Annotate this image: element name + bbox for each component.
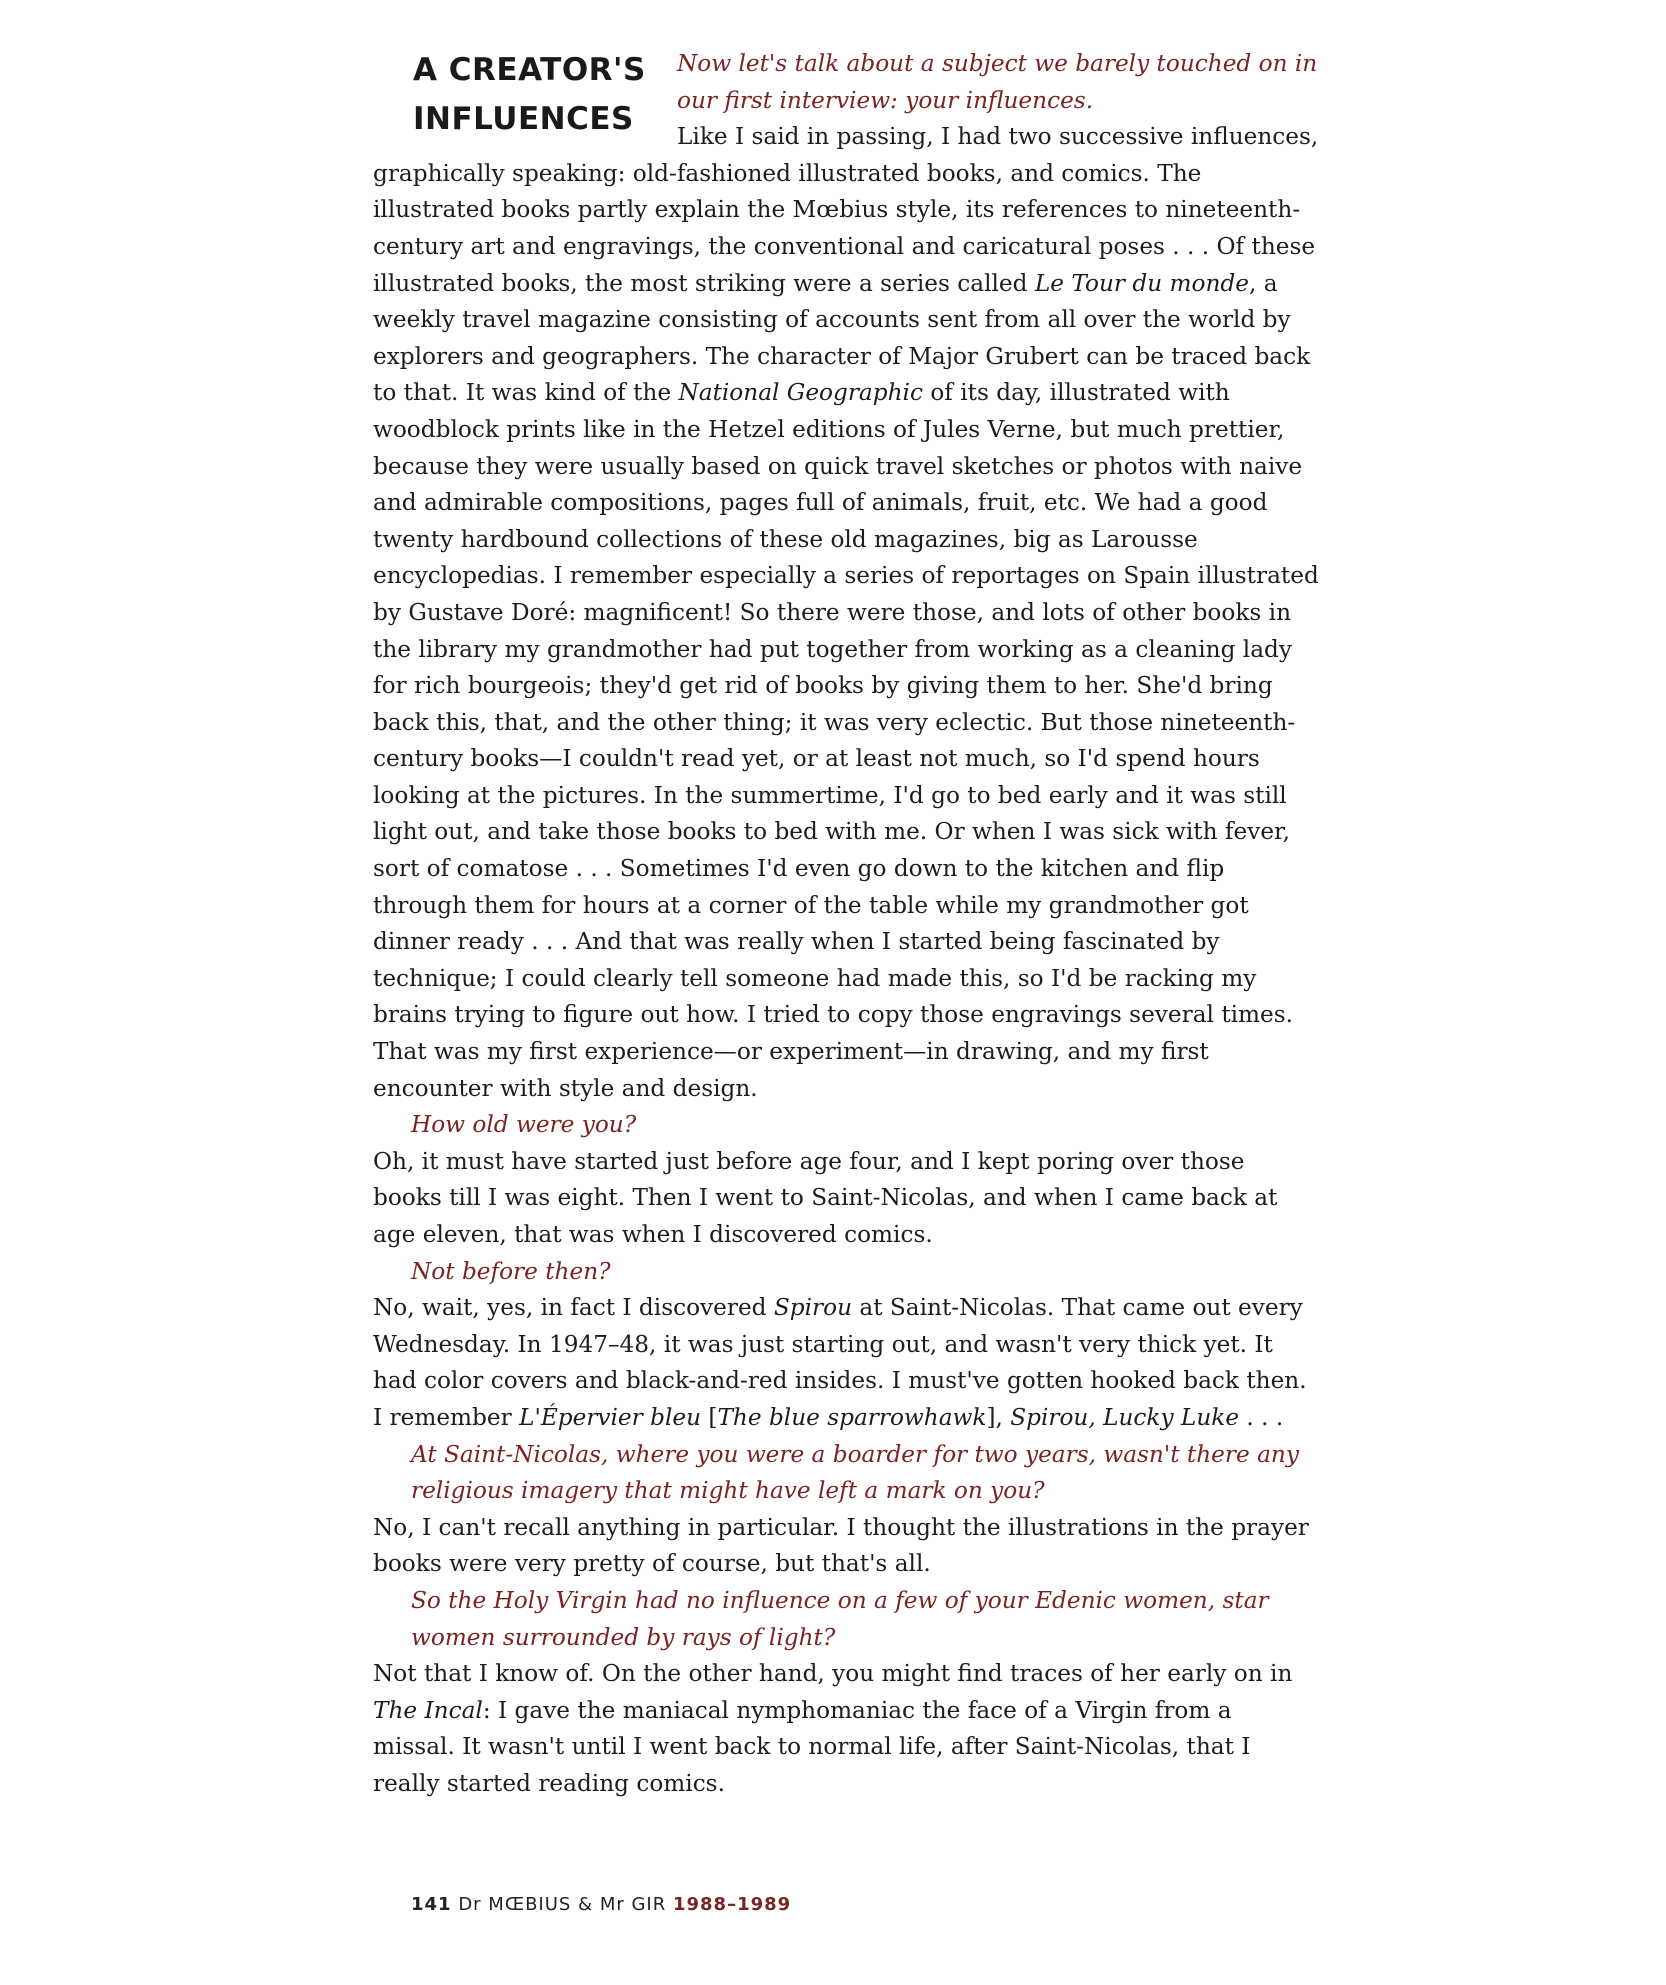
text-run: Oh, it must have started just before age four, and I kept poring over those books till I was eight. Then I went to Saint-Nicolas, and when I came back at age eleven, that was when I discovered comics.: [373, 1147, 1278, 1248]
italic-title: National Geographic: [678, 379, 923, 407]
text-run: How old were you?: [411, 1111, 637, 1139]
text-run: . . .: [1239, 1403, 1284, 1431]
text-run: at Saint-Nicolas. That came out every Wednesday. In 1947–48, it was just starting out, and wasn't very thick yet. It had color covers and black-and-red insides. I must've gotten hooked back then. I remember: [373, 1294, 1307, 1431]
footer-years: 1988–1989: [672, 1894, 792, 1915]
interviewee-answer: [373, 1290, 1319, 1436]
text-run: ],: [986, 1403, 1011, 1431]
italic-title: L'Épervier bleu: [519, 1403, 702, 1431]
interviewee-answer: [373, 1510, 1319, 1583]
italic-title: Spirou, Lucky Luke: [1010, 1403, 1240, 1431]
book-title: Dr MŒBIUS & Mr GIR: [458, 1894, 667, 1915]
text-run: No, I can't recall anything in particular. I thought the illustrations in the prayer books were very pretty of course, but that's all.: [373, 1513, 1309, 1578]
section-heading: [413, 46, 663, 144]
page-footer: [411, 1894, 791, 1915]
italic-title: The blue sparrowhawk: [717, 1403, 987, 1431]
heading-line-2: INFLUENCES: [413, 101, 634, 137]
text-run: So the Holy Virgin had no influence on a few of your Edenic women, star women surrounded by rays of light?: [411, 1586, 1269, 1651]
interview-body: [373, 46, 1319, 1803]
interviewer-question: [373, 1107, 1319, 1144]
text-run: Not that I know of. On the other hand, you might find traces of her early on in: [373, 1660, 1293, 1688]
interviewee-answer: [373, 119, 1319, 1107]
text-run: Not before then?: [411, 1257, 611, 1285]
page-number: 141: [411, 1894, 452, 1915]
interviewee-answer: [373, 1656, 1319, 1802]
text-run: Like I said in passing, I had two successive influences, graphically speaking: old-fashioned illustrated books, and comics. The illustrated books partly explain the Mœbius style, its references to nineteenth-century art and engravings, the conventional and caricatural poses . . . Of these illustrated books, the most striking were a series called: [373, 123, 1319, 297]
text-run: Now let's talk about a subject we barely touched on in our first interview: your influences.: [677, 50, 1318, 114]
interviewer-question: [373, 1437, 1319, 1510]
article: [373, 46, 1319, 1803]
interviewer-question: [373, 1583, 1319, 1656]
interviewer-question: [373, 1254, 1319, 1291]
italic-title: The Incal: [373, 1696, 483, 1724]
text-run: of its day, illustrated with woodblock prints like in the Hetzel editions of Jules Verne, but much prettier, because they were usually based on quick travel sketches or photos with naive and admirable compositions, pages full of animals, fruit, etc. We had a good twenty hardbound collections of these old magazines, big as Larousse encyclopedias. I remember especially a series of reportages on Spain illustrated by Gustave Doré: magnificent! So there were those, and lots of other books in the library my grandmother had put together from working as a cleaning lady for rich bourgeois; they'd get rid of books by giving them to her. She'd bring back this, that, and the other thing; it was very eclectic. But those nineteenth-century books—I couldn't read yet, or at least not much, so I'd spend hours looking at the pictures. In the summertime, I'd go to bed early and it was still light out, and take those books to bed with me. Or when I was sick with fever, sort of comatose . . . Sometimes I'd even go down to the kitchen and flip through them for hours at a corner of the table while my grandmother got dinner ready . . . And that was really when I started being fascinated by technique; I could clearly tell someone had made this, so I'd be racking my brains trying to figure out how. I tried to copy those engravings several times. That was my first experience—or experiment—in drawing, and my first encounter with style and design.: [373, 379, 1319, 1102]
text-run: , a weekly travel magazine consisting of accounts sent from all over the world by explorers and geographers. The character of Major Grubert can be traced back to that. It was kind of the: [373, 269, 1311, 407]
text-run: No, wait, yes, in fact I discovered: [373, 1294, 774, 1322]
text-run: : I gave the maniacal nymphomaniac the face of a Virgin from a missal. It wasn't until I went back to normal life, after Saint-Nicolas, that I really started reading comics.: [373, 1696, 1251, 1797]
text-run: [: [701, 1403, 718, 1431]
text-run: At Saint-Nicolas, where you were a boarder for two years, wasn't there any religious imagery that might have left a mark on you?: [411, 1440, 1299, 1505]
italic-title: Le Tour du monde: [1034, 269, 1249, 297]
heading-line-1: A CREATOR'S: [413, 52, 646, 88]
interviewee-answer: [373, 1144, 1319, 1254]
italic-title: Spirou: [773, 1294, 853, 1322]
